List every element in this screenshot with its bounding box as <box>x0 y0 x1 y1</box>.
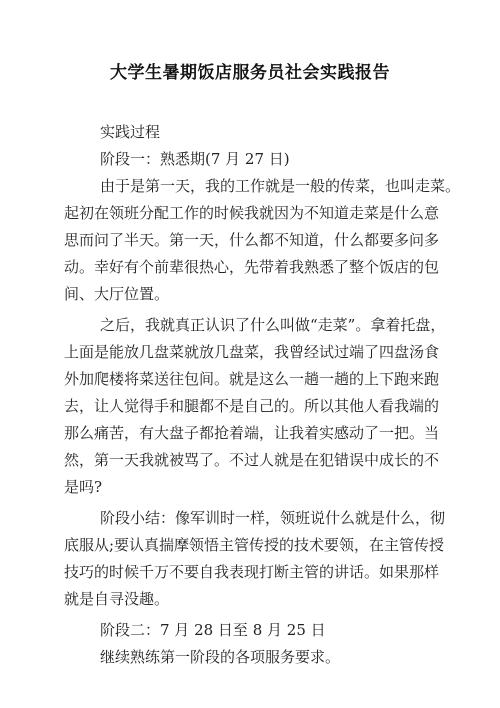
stage1-heading: 阶段一：熟悉期(7 月 27 日) <box>100 150 290 168</box>
paragraph-line: 阶段小结：像军训时一样，领班说什么就是什么，彻 <box>100 509 446 527</box>
paragraph-line: 那么痛苦，有大盘子都抢着端，让我着实感动了一把。当 <box>64 424 440 442</box>
paragraph-line: 上面是能放几盘菜就放几盘菜，我曾经试过端了四盘汤食 <box>64 343 440 361</box>
paragraph-line: 之后，我就真正认识了什么叫做“走菜”。拿着托盘， <box>100 316 446 334</box>
paragraph-line: 动。幸好有个前辈很热心，先带着我熟悉了整个饭店的包 <box>64 258 440 276</box>
stage2-heading: 阶段二：7 月 28 日至 8 月 25 日 <box>100 621 326 639</box>
paragraph-line: 技巧的时候千万不要自我表现打断主管的讲话。如果那样 <box>64 563 440 581</box>
paragraph-line: 间、大厅位置。 <box>64 285 170 303</box>
paragraph-1 <box>64 173 461 308</box>
document-body <box>64 119 461 671</box>
paragraph-line: 由于是第一天，我的工作就是一般的传菜，也叫走菜。 <box>100 177 461 195</box>
paragraph-3 <box>64 505 446 613</box>
paragraph-line: 底服从;要认真揣摩领悟主管传授的技术要领，在主管传授 <box>64 536 445 554</box>
paragraph-line: 然，第一天我就被骂了。不过人就是在犯错误中成长的不 <box>64 451 440 469</box>
paragraph-2 <box>64 312 446 501</box>
paragraph-line: 去，让人觉得手和腿都不是自己的。所以其他人看我端的 <box>64 397 440 415</box>
paragraph-line: 继续熟练第一阶段的各项服务要求。 <box>100 648 341 666</box>
document-title: 大学生暑期饭店服务员社会实践报告 <box>110 63 390 83</box>
paragraph-line: 思而问了半天。第一天，什么都不知道，什么都要多问多 <box>64 231 440 249</box>
paragraph-line: 起初在领班分配工作的时候我就因为不知道走菜是什么意 <box>64 204 440 222</box>
paragraph-line: 外加爬楼将菜送往包间。就是这么一趟一趟的上下跑来跑 <box>64 370 440 388</box>
paragraph-line: 就是自寻没趣。 <box>64 590 170 608</box>
section-heading: 实践过程 <box>100 123 161 141</box>
paragraph-line: 是吗? <box>64 478 103 496</box>
